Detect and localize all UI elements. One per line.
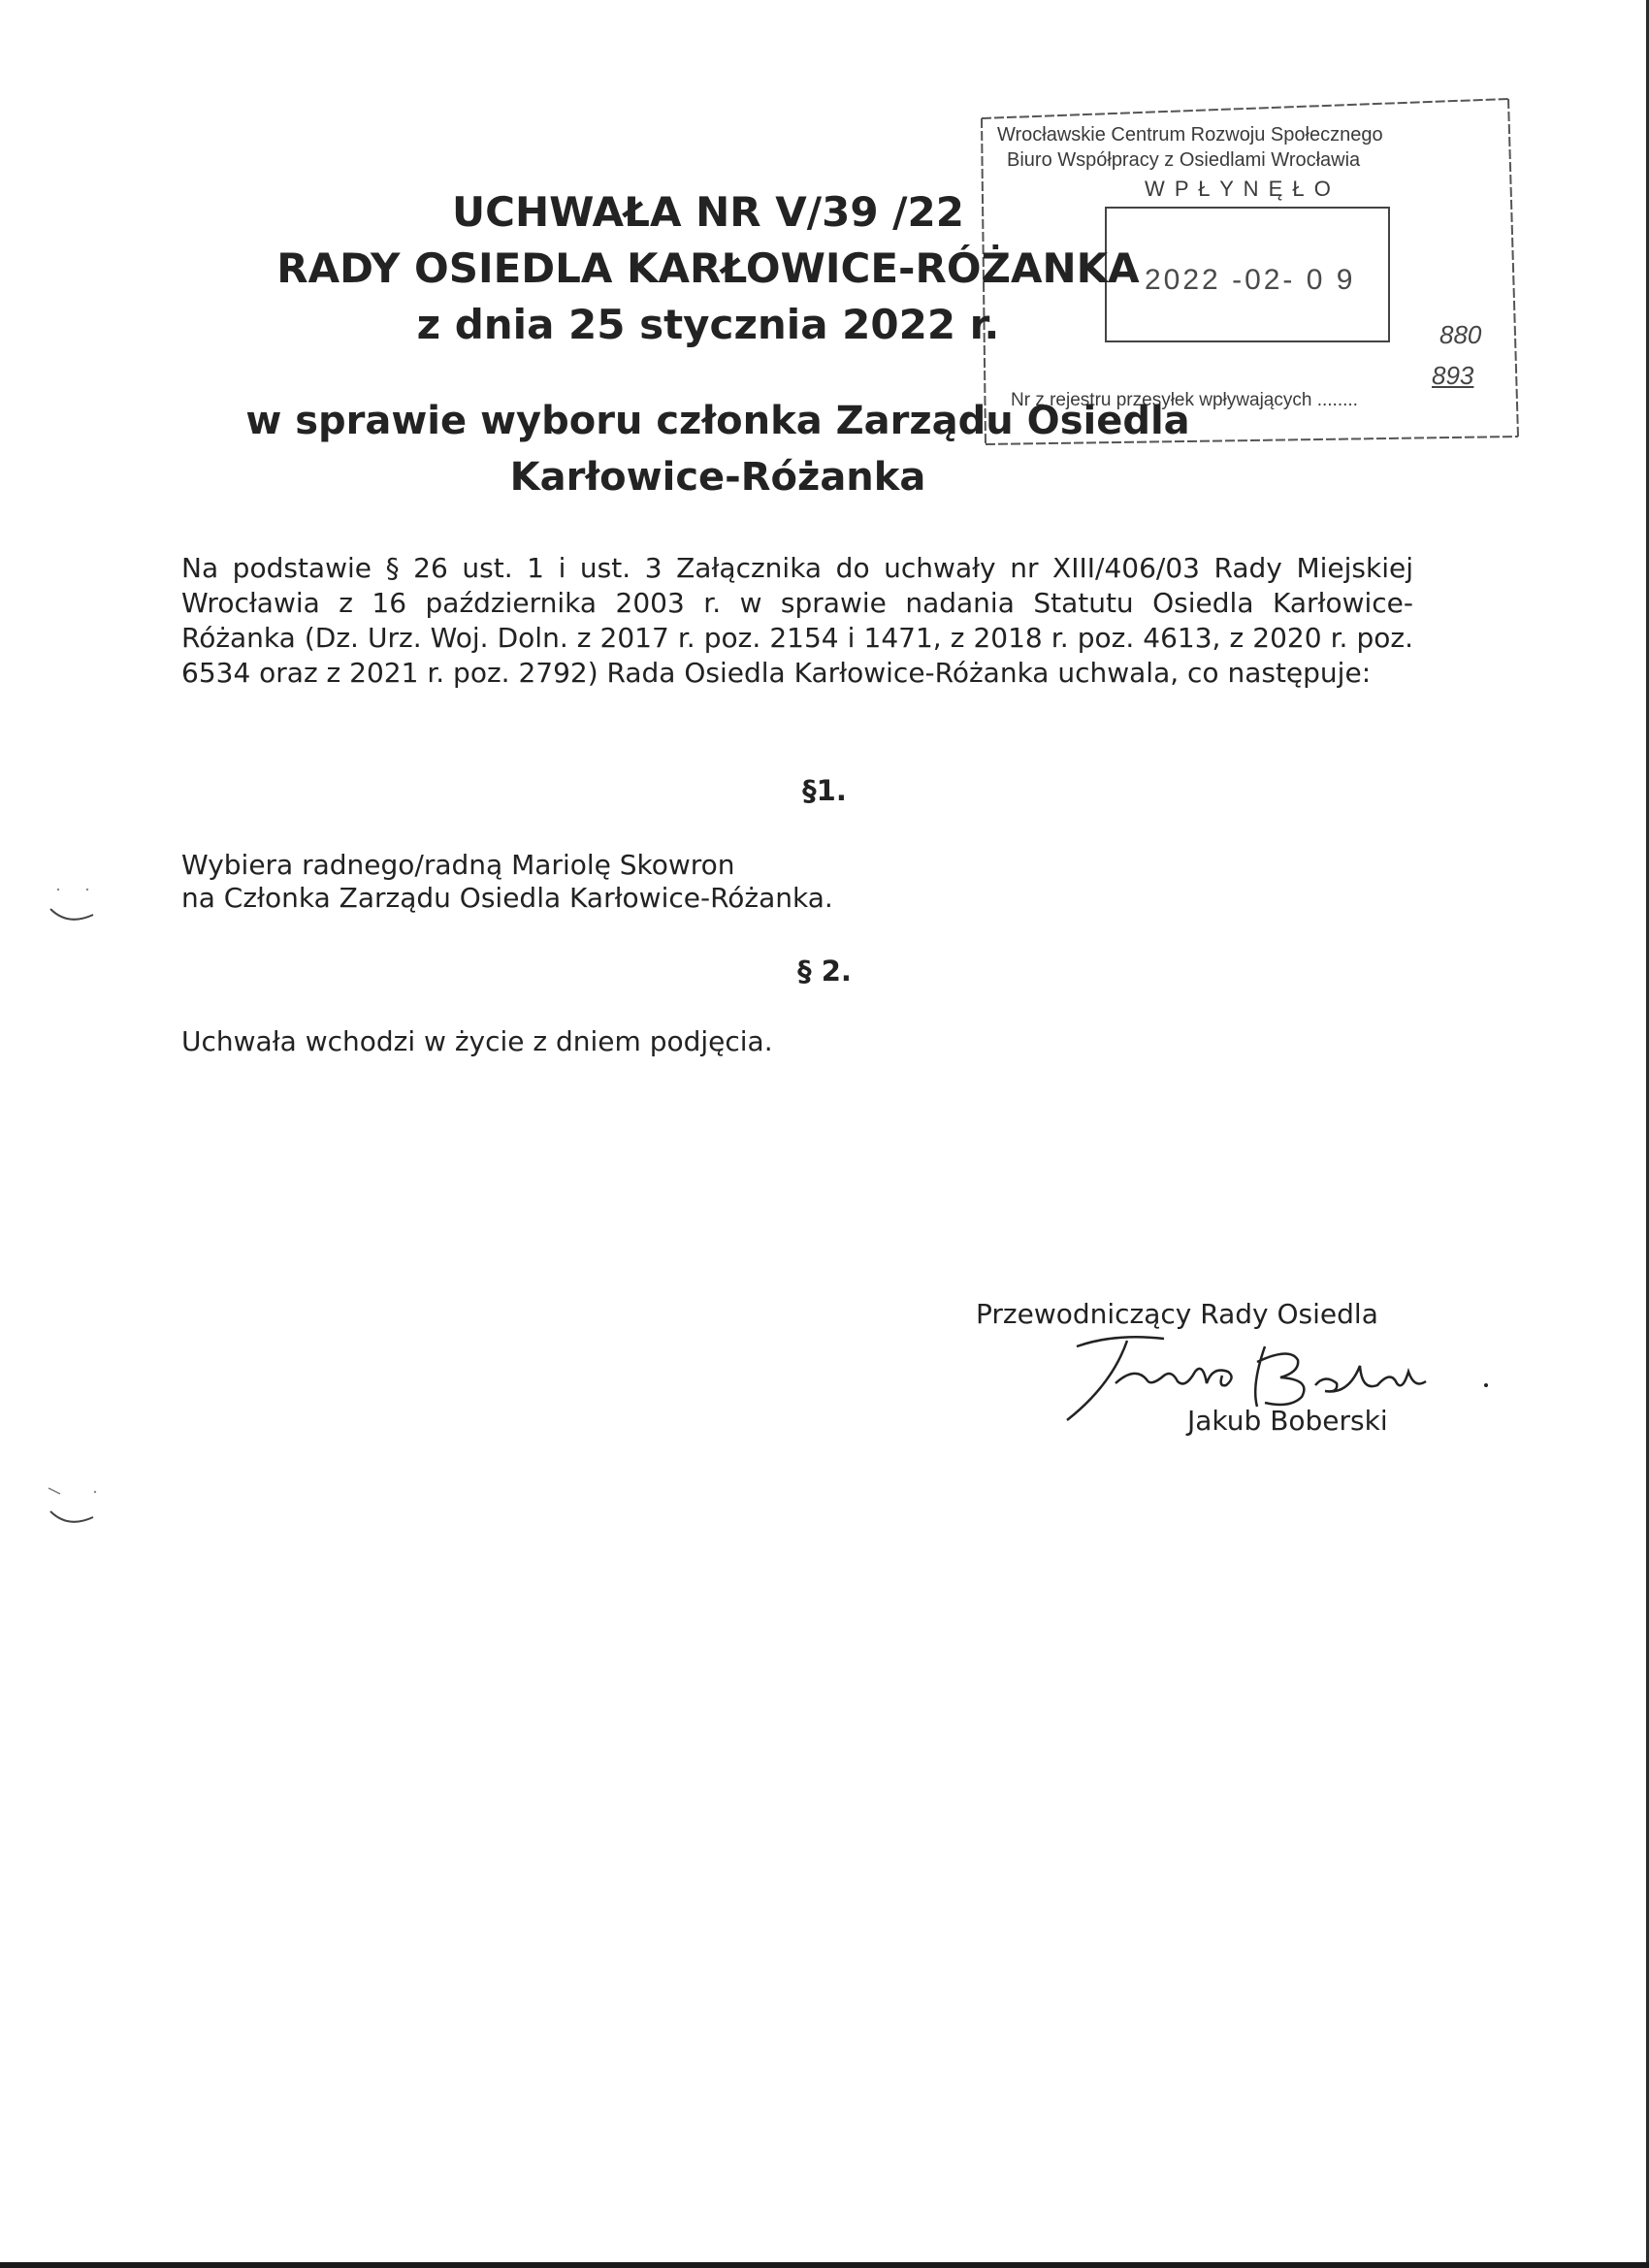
section-2-mark: § 2. [797,955,852,988]
section-1-mark: §1. [802,774,847,807]
scan-edge-bottom [0,2262,1649,2268]
section-1-line-1: Wybiera radnego/radną Mariolę Skowron [181,849,735,881]
signatory-name: Jakub Boberski [1187,1405,1388,1437]
preamble-paragraph: Na podstawie § 26 ust. 1 i ust. 3 Załącznika do uchwały nr XIII/406/03 Rady Miejskiej Wrocławia z 16 października 2003 r. w sprawie nadania Statutu Osiedla Karłowice-Różanka (Dz. Urz. Woj. Doln. z 2017 r. poz. 2154 i 1471, z 2018 r. poz. 4613, z 2020 r. poz. 6534 oraz z 2021 r. poz. 2792) Rada Osiedla Karłowice-Różanka uchwala, co następuje: [181,552,1413,689]
resolution-date: z dnia 25 stycznia 2022 r. [416,301,1000,348]
resolution-subject [184,393,1251,505]
resolution-number: UCHWAŁA NR V/39 /22 [452,188,964,236]
subject-line-1: w sprawie wyboru członka Zarządu Osiedla [245,399,1190,443]
punch-hole-mark [39,1474,97,1533]
section-1-line-2: na Członka Zarządu Osiedla Karłowice-Różanka. [181,882,833,914]
signatory-role: Przewodniczący Rady Osiedla [976,1298,1378,1330]
stamp-register-number: 893 [1432,361,1474,390]
stamp-date: 2022 -02- 0 9 [1145,264,1356,296]
resolution-title [194,184,1222,353]
stamp-received-label: W P Ł Y N Ę Ł O [1145,177,1333,201]
section-2-text: Uchwała wchodzi w życie z dniem podjęcia. [181,1025,773,1057]
stamp-handwritten-number: 880 [1439,320,1482,349]
subject-line-2: Karłowice-Różanka [509,455,926,500]
stamp-register-label: Nr z rejestru przesyłek wpływających ........ [1011,390,1358,410]
council-name: RADY OSIEDLA KARŁOWICE-RÓŻANKA [276,244,1140,292]
punch-hole-mark [39,878,97,936]
stamp-department: Biuro Współpracy z Osiedlami Wrocławia [1007,149,1361,171]
stamp-institution: Wrocławskie Centrum Rozwoju Społecznego [997,124,1383,146]
